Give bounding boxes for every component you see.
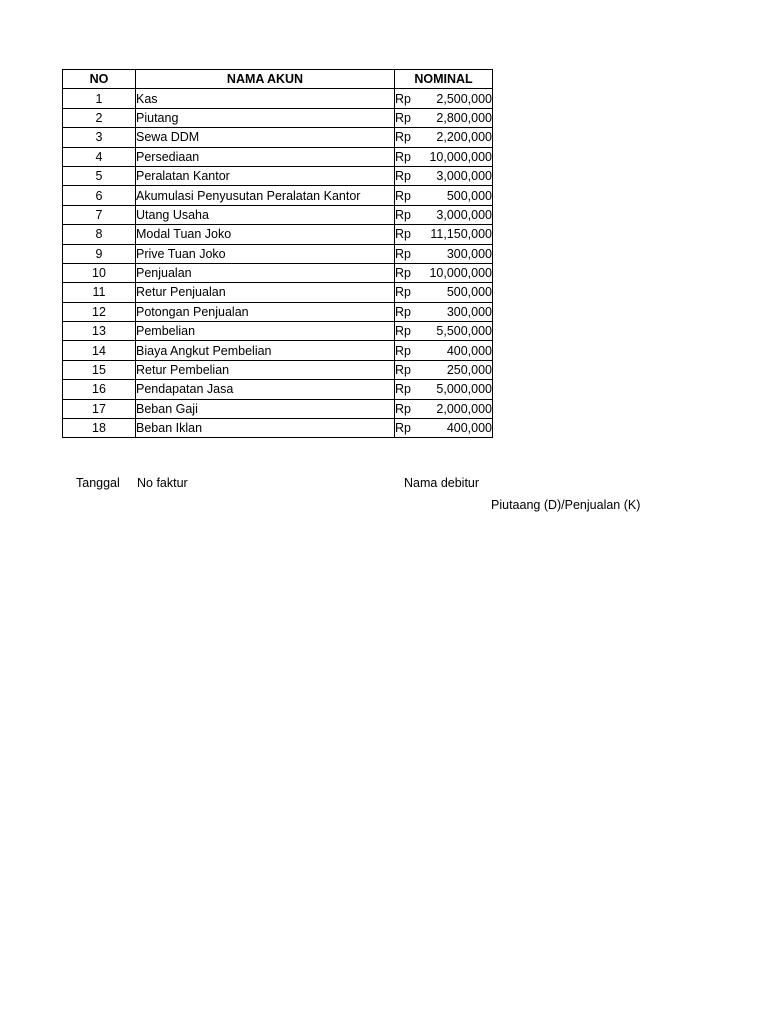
currency-symbol: Rp	[395, 188, 411, 203]
table-row	[63, 205, 493, 224]
account-name: Akumulasi Penyusutan Peralatan Kantor	[136, 186, 395, 205]
table-row	[63, 419, 493, 438]
amount-value: 250,000	[446, 363, 492, 378]
label-nama-debitur: Nama debitur	[404, 476, 480, 490]
amount-value: 5,000,000	[436, 382, 492, 397]
row-number: 2	[63, 108, 136, 127]
currency-symbol: Rp	[395, 130, 411, 145]
table-row	[63, 380, 493, 399]
account-name: Persediaan	[136, 147, 395, 166]
table-row	[63, 147, 493, 166]
account-name: Penjualan	[136, 263, 395, 282]
nominal-cell	[395, 380, 493, 399]
nominal-cell	[395, 419, 493, 438]
header-nominal: NOMINAL	[395, 70, 493, 89]
amount-value: 10,000,000	[429, 266, 492, 281]
table-row	[63, 302, 493, 321]
label-no-faktur: No faktur	[137, 476, 188, 490]
currency-symbol: Rp	[395, 227, 411, 242]
currency-symbol: Rp	[395, 149, 411, 164]
nominal-cell	[395, 89, 493, 108]
table-row	[63, 108, 493, 127]
row-number: 10	[63, 263, 136, 282]
nominal-cell	[395, 225, 493, 244]
amount-value: 11,150,000	[430, 227, 492, 242]
label-tanggal: Tanggal	[76, 476, 120, 490]
currency-symbol: Rp	[395, 91, 411, 106]
account-name: Retur Pembelian	[136, 360, 395, 379]
row-number: 11	[63, 283, 136, 302]
row-number: 9	[63, 244, 136, 263]
amount-value: 10,000,000	[429, 149, 492, 164]
currency-symbol: Rp	[395, 382, 411, 397]
account-name: Retur Penjualan	[136, 283, 395, 302]
row-number: 3	[63, 128, 136, 147]
row-number: 14	[63, 341, 136, 360]
account-name: Piutang	[136, 108, 395, 127]
table-row	[63, 186, 493, 205]
row-number: 15	[63, 360, 136, 379]
table-row	[63, 360, 493, 379]
row-number: 1	[63, 89, 136, 108]
currency-symbol: Rp	[395, 363, 411, 378]
amount-value: 2,200,000	[436, 130, 492, 145]
table-row	[63, 225, 493, 244]
account-name: Beban Gaji	[136, 399, 395, 418]
account-name: Modal Tuan Joko	[136, 225, 395, 244]
account-name: Biaya Angkut Pembelian	[136, 341, 395, 360]
amount-value: 500,000	[446, 285, 492, 300]
row-number: 6	[63, 186, 136, 205]
row-number: 7	[63, 205, 136, 224]
row-number: 13	[63, 322, 136, 341]
table-row	[63, 322, 493, 341]
table-header-row	[63, 70, 493, 89]
amount-value: 5,500,000	[436, 324, 492, 339]
nominal-cell	[395, 399, 493, 418]
header-account-name: NAMA AKUN	[136, 70, 395, 89]
amount-value: 2,800,000	[436, 110, 492, 125]
currency-symbol: Rp	[395, 207, 411, 222]
nominal-cell	[395, 128, 493, 147]
currency-symbol: Rp	[395, 266, 411, 281]
amount-value: 300,000	[446, 246, 492, 261]
nominal-cell	[395, 147, 493, 166]
table-row	[63, 89, 493, 108]
account-rows	[63, 89, 493, 438]
table-row	[63, 263, 493, 282]
nominal-cell	[395, 186, 493, 205]
nominal-cell	[395, 205, 493, 224]
currency-symbol: Rp	[395, 304, 411, 319]
amount-value: 400,000	[446, 421, 492, 436]
currency-symbol: Rp	[395, 421, 411, 436]
row-number: 8	[63, 225, 136, 244]
row-number: 4	[63, 147, 136, 166]
header-no: NO	[63, 70, 136, 89]
row-number: 12	[63, 302, 136, 321]
nominal-cell	[395, 283, 493, 302]
row-number: 5	[63, 166, 136, 185]
table-row	[63, 399, 493, 418]
nominal-cell	[395, 108, 493, 127]
nominal-cell	[395, 322, 493, 341]
account-name: Beban Iklan	[136, 419, 395, 438]
amount-value: 400,000	[446, 343, 492, 358]
table-row	[63, 244, 493, 263]
amount-value: 3,000,000	[436, 169, 492, 184]
account-name: Kas	[136, 89, 395, 108]
row-number: 18	[63, 419, 136, 438]
currency-symbol: Rp	[395, 110, 411, 125]
label-piutang-penjualan: Piutaang (D)/Penjualan (K)	[491, 498, 641, 512]
currency-symbol: Rp	[395, 343, 411, 358]
amount-value: 500,000	[446, 188, 492, 203]
nominal-cell	[395, 166, 493, 185]
account-name: Utang Usaha	[136, 205, 395, 224]
table-row	[63, 283, 493, 302]
nominal-cell	[395, 244, 493, 263]
amount-value: 3,000,000	[436, 207, 492, 222]
nominal-cell	[395, 341, 493, 360]
currency-symbol: Rp	[395, 285, 411, 300]
table-row	[63, 166, 493, 185]
amount-value: 2,000,000	[436, 401, 492, 416]
account-name: Prive Tuan Joko	[136, 244, 395, 263]
currency-symbol: Rp	[395, 401, 411, 416]
currency-symbol: Rp	[395, 246, 411, 261]
row-number: 17	[63, 399, 136, 418]
currency-symbol: Rp	[395, 324, 411, 339]
currency-symbol: Rp	[395, 169, 411, 184]
amount-value: 2,500,000	[436, 91, 492, 106]
table-row	[63, 128, 493, 147]
account-name: Peralatan Kantor	[136, 166, 395, 185]
account-name: Pendapatan Jasa	[136, 380, 395, 399]
account-name: Potongan Penjualan	[136, 302, 395, 321]
row-number: 16	[63, 380, 136, 399]
account-name: Pembelian	[136, 322, 395, 341]
table-row	[63, 341, 493, 360]
account-table	[62, 69, 493, 438]
amount-value: 300,000	[446, 304, 492, 319]
nominal-cell	[395, 263, 493, 282]
nominal-cell	[395, 360, 493, 379]
account-name: Sewa DDM	[136, 128, 395, 147]
nominal-cell	[395, 302, 493, 321]
